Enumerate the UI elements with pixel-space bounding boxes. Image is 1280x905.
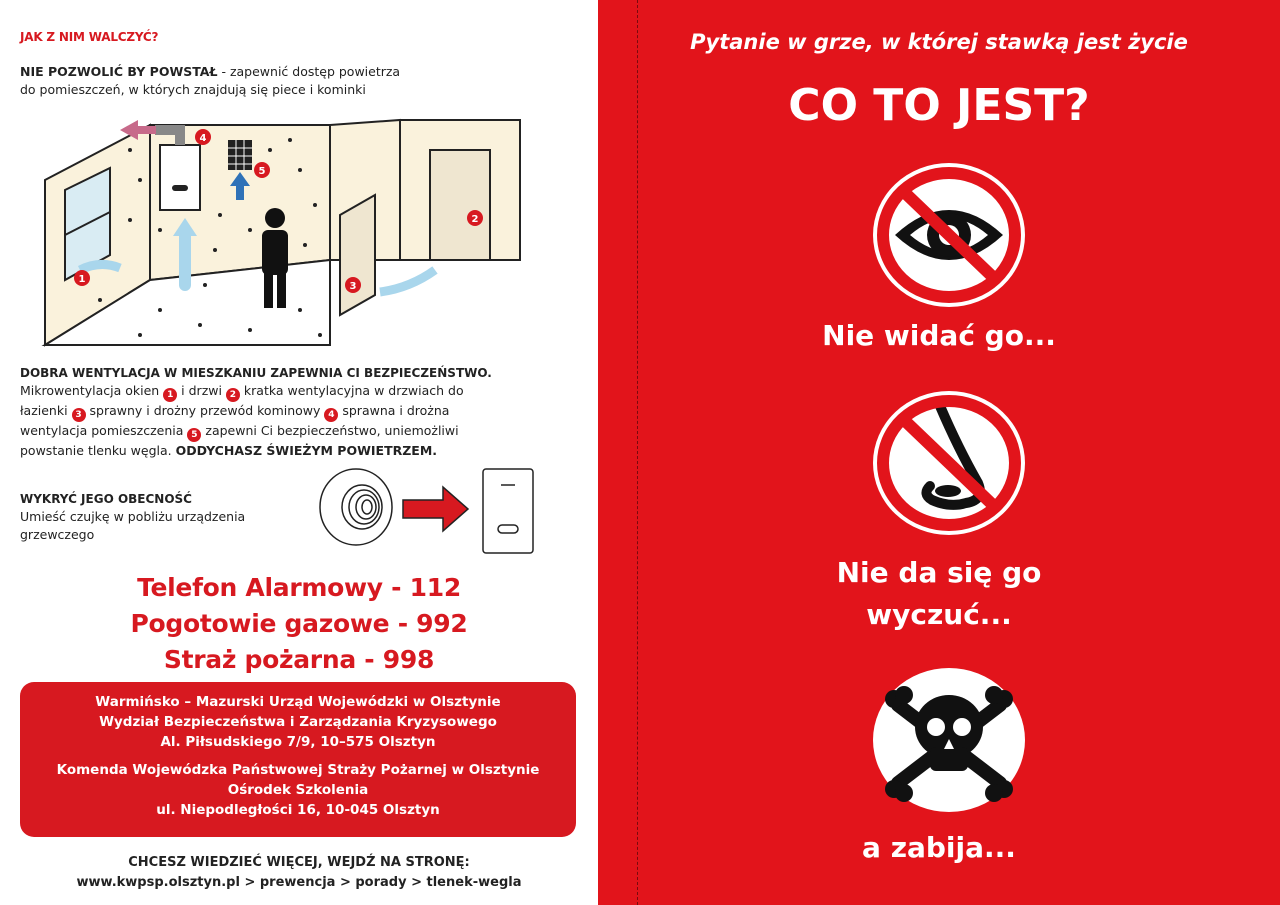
ventilation-closing: ODDYCHASZ ŚWIEŻYM POWIETRZEM. bbox=[175, 443, 438, 458]
caption-kills: a zabija... bbox=[862, 831, 1016, 864]
phone-gas: Pogotowie gazowe - 992 bbox=[130, 609, 468, 638]
svg-text:1: 1 bbox=[78, 274, 86, 285]
svg-text:3: 3 bbox=[349, 281, 357, 292]
badge-3: 3 bbox=[72, 408, 86, 422]
contact-line: Warmińsko – Mazurski Urząd Wojewódzki w Olsztynie bbox=[95, 694, 501, 710]
svg-text:2: 2 bbox=[471, 214, 479, 225]
right-title: CO TO JEST? bbox=[788, 80, 1090, 131]
ventilation-text: DOBRA WENTYLACJA W MIESZKANIU ZAPEWNIA CI BEZPIECZEŃSTWO. Mikrowentylacja okien 1 i drzwi 2 kratka wentylacyjna w drzwiach do łazienki 3 sprawny i drożny przewód kominowy 4 sprawna i drożna wentylacja pomieszczenia 5 zapewni Ci bezpieczeństwo, uniemożliwi powstanie tlenku węgla. ODDYCHASZ ŚWIEŻYM POWIETRZEM. bbox=[20, 364, 540, 460]
skull-crossbones-icon bbox=[870, 665, 1028, 815]
footer-line1: CHCESZ WIEDZIEĆ WIĘCEJ, WEJDŹ NA STRONĘ: bbox=[128, 855, 470, 870]
contact-line: Komenda Wojewódzka Państwowej Straży Pożarnej w Olsztynie bbox=[56, 762, 540, 778]
caption-odorless: Nie da się go wyczuć... bbox=[836, 556, 1042, 631]
badge-1: 1 bbox=[163, 388, 177, 402]
badge-5: 5 bbox=[187, 428, 201, 442]
intro-line2: do pomieszczeń, w których znajdują się piece i kominki bbox=[20, 82, 366, 97]
section-heading: JAK Z NIM WALCZYĆ? bbox=[20, 30, 159, 44]
badge-4: 4 bbox=[324, 408, 338, 422]
detect-title: WYKRYĆ JEGO OBECNOŚĆ bbox=[20, 492, 192, 506]
ventilation-title: DOBRA WENTYLACJA W MIESZKANIU ZAPEWNIA CI BEZPIECZEŃSTWO. bbox=[20, 366, 492, 380]
phone-fire: Straż pożarna - 998 bbox=[163, 645, 435, 674]
right-subtitle: Pytanie w grze, w której stawką jest życie bbox=[690, 30, 1188, 54]
ventilation-diagram bbox=[40, 110, 540, 360]
vent-grate bbox=[228, 140, 252, 170]
contact-line: Al. Piłsudskiego 7/9, 10–575 Olsztyn bbox=[160, 734, 436, 750]
arrow-right-icon bbox=[403, 487, 468, 531]
boiler bbox=[160, 145, 200, 210]
badge-2: 2 bbox=[226, 388, 240, 402]
footer-url[interactable]: www.kwpsp.olsztyn.pl > prewencja > porady > tlenek-wegla bbox=[76, 875, 522, 890]
door-3 bbox=[340, 195, 375, 315]
fold-line bbox=[637, 0, 638, 905]
no-nose-icon bbox=[870, 388, 1028, 538]
footer bbox=[0, 853, 598, 893]
contact-line: Ośrodek Szkolenia bbox=[227, 782, 369, 798]
detect-section: WYKRYĆ JEGO OBECNOŚĆ Umieść czujkę w pobliżu urządzenia grzewczego bbox=[20, 490, 290, 544]
contact-box bbox=[20, 682, 576, 837]
contact-line: Wydział Bezpieczeństwa i Zarządzania Kryzysowego bbox=[99, 714, 497, 730]
no-eye-icon bbox=[870, 160, 1028, 310]
intro-bold: NIE POZWOLIĆ BY POWSTAŁ bbox=[20, 64, 218, 79]
phone-emergency: Telefon Alarmowy - 112 bbox=[137, 573, 461, 602]
svg-text:5: 5 bbox=[258, 166, 266, 177]
svg-text:4: 4 bbox=[199, 133, 207, 144]
water-heater-icon bbox=[483, 469, 533, 553]
caption-invisible: Nie widać go... bbox=[822, 319, 1056, 352]
right-panel bbox=[598, 0, 1280, 905]
contact-line: ul. Niepodległości 16, 10-045 Olsztyn bbox=[156, 802, 440, 818]
door-2 bbox=[430, 150, 490, 260]
left-panel bbox=[0, 0, 598, 905]
detector-illustration bbox=[318, 465, 538, 555]
intro-rest: - zapewnić dostęp powietrza bbox=[217, 64, 401, 79]
intro-text bbox=[20, 63, 580, 99]
